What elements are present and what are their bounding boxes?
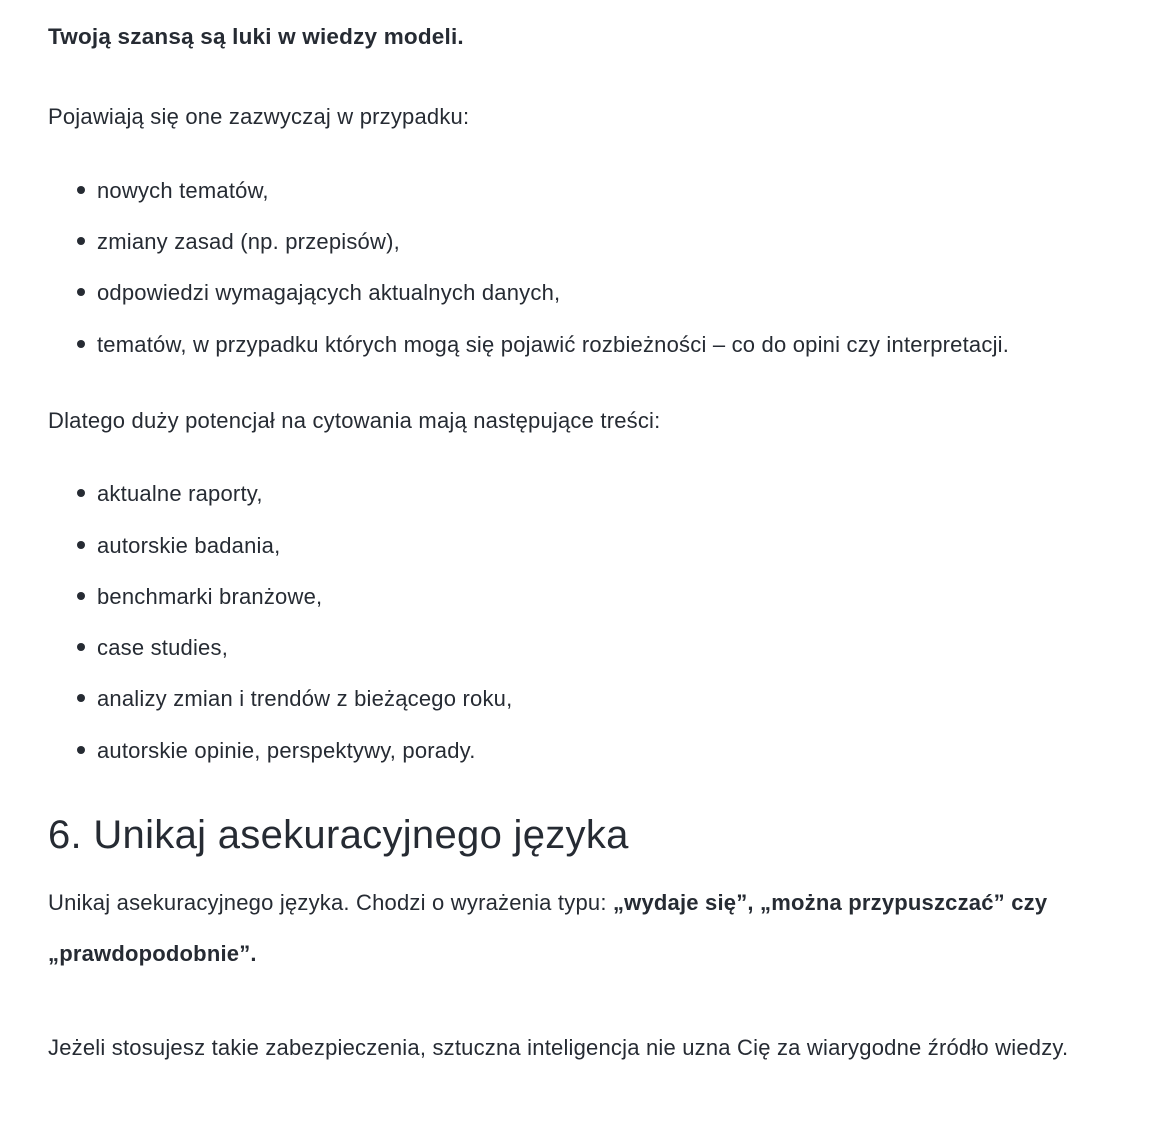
list-item: autorskie badania, xyxy=(77,520,1119,571)
list-item: odpowiedzi wymagających aktualnych danych, xyxy=(77,267,1119,318)
list-item: nowych tematów, xyxy=(77,165,1119,216)
list-item: aktualne raporty, xyxy=(77,468,1119,519)
paragraph-credibility: Jeżeli stosujesz takie zabezpieczenia, sztuczna inteligencja nie uzna Cię za wiarygodne źródło wiedzy. xyxy=(48,1035,1069,1061)
paragraph-citations-lead: Dlatego duży potencjał na cytowania mają następujące treści: xyxy=(48,407,661,433)
section-heading: 6. Unikaj asekuracyjnego języka xyxy=(48,812,629,857)
list-item: autorskie opinie, perspektywy, porady. xyxy=(77,725,1119,776)
paragraph-avoid-language xyxy=(48,878,1119,979)
list-item: tematów, w przypadku których mogą się pojawić rozbieżności – co do opini czy interpretacji. xyxy=(77,319,1119,370)
paragraph-avoid-bold-text: „wydaje się”, „można przypuszczać” czy „prawdopodobnie”. xyxy=(48,889,1048,966)
list-item: zmiany zasad (np. przepisów), xyxy=(77,216,1119,267)
bullet-list-content-types xyxy=(48,468,1119,776)
list-item: benchmarki branżowe, xyxy=(77,571,1119,622)
paragraph-cases-lead: Pojawiają się one zazwyczaj w przypadku: xyxy=(48,104,470,130)
bullet-list-knowledge-gaps xyxy=(48,165,1119,370)
paragraph-avoid-regular-text: Unikaj asekuracyjnego języka. Chodzi o wyrażenia typu: xyxy=(48,889,613,915)
intro-bold-paragraph: Twoją szansą są luki w wiedzy modeli. xyxy=(48,24,464,49)
list-item: analizy zmian i trendów z bieżącego roku, xyxy=(77,673,1119,724)
list-item: case studies, xyxy=(77,622,1119,673)
